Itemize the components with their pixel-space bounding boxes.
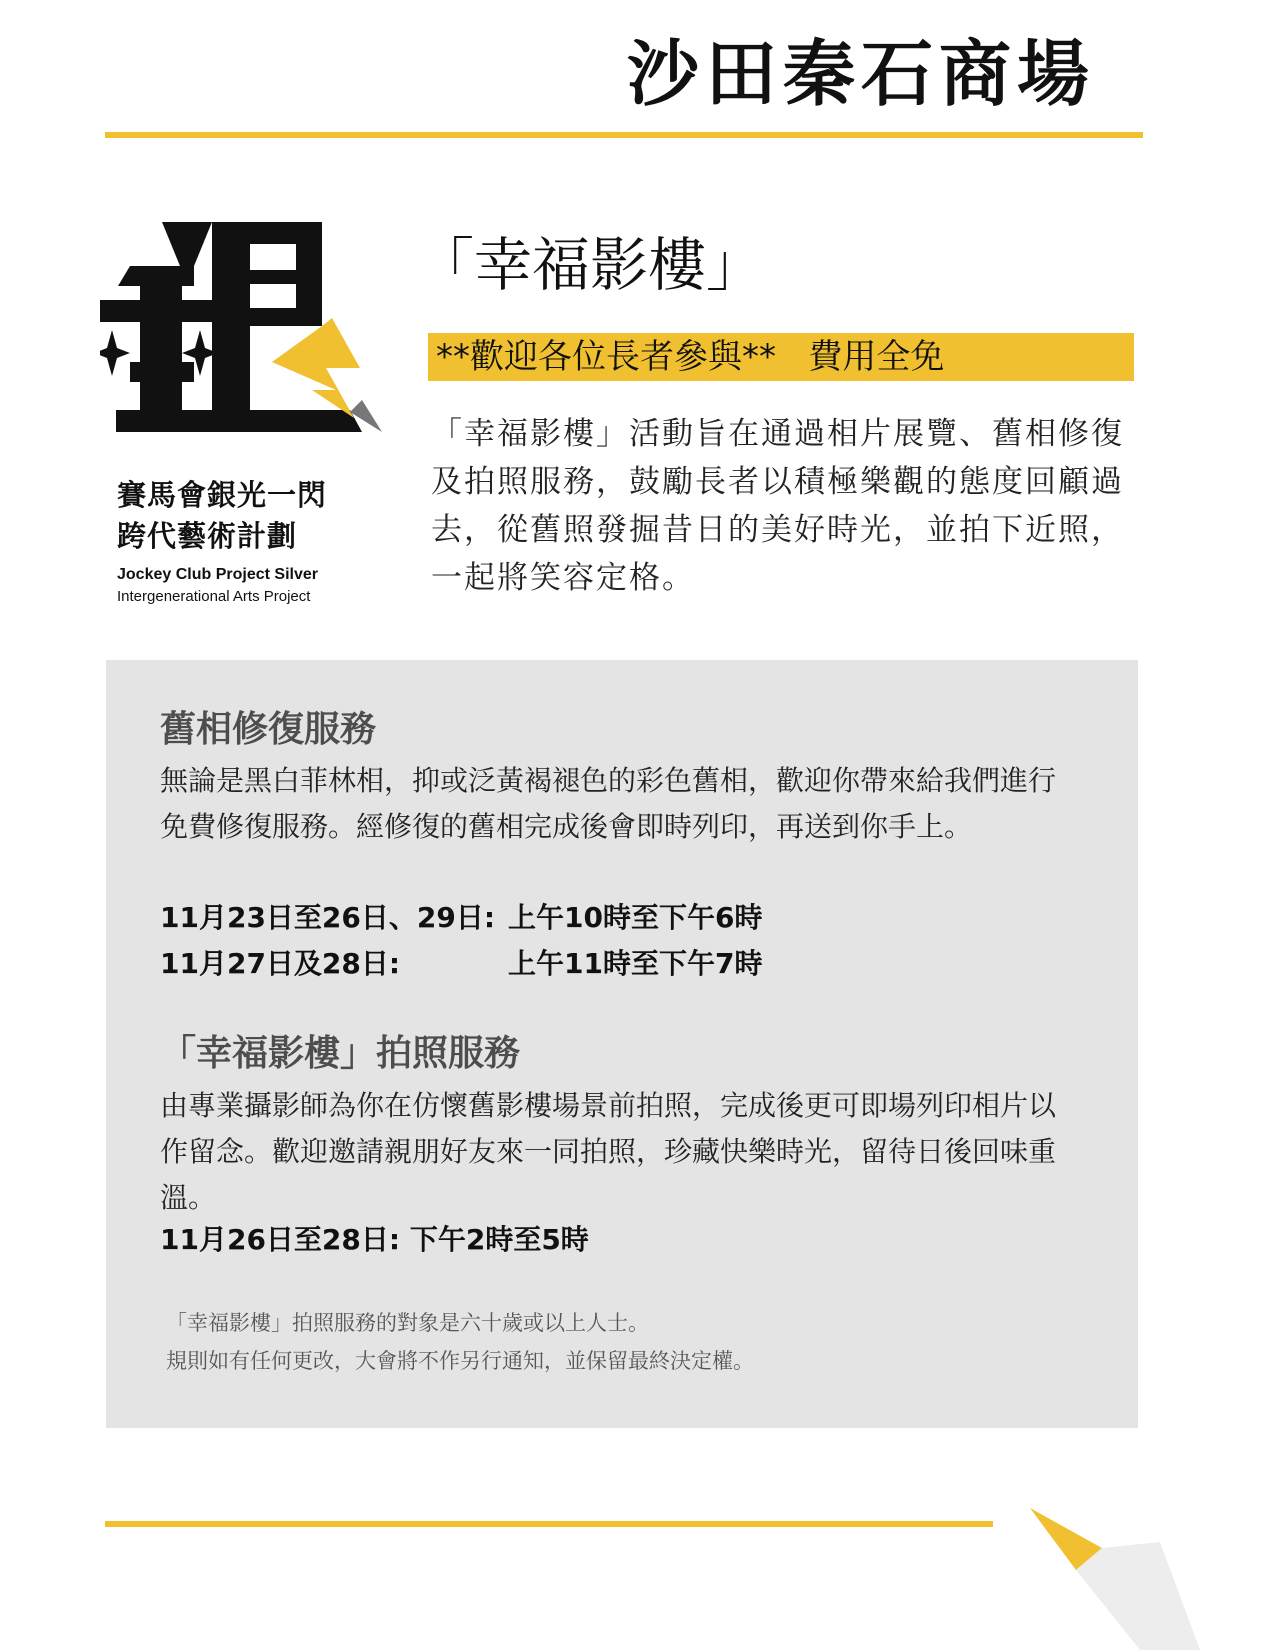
restoration-schedule-time-1: 上午10時至下午6時 (508, 901, 763, 934)
event-title: 「幸福影樓」 (416, 231, 765, 299)
restoration-schedule-date-2: 11月27日及28日: (160, 947, 401, 980)
top-divider (105, 132, 1143, 138)
logo-name-english-line-1: Jockey Club Project Silver (117, 566, 318, 583)
event-intro: 「幸福影樓」活動旨在通過相片展覽、舊相修復及拍照服務，鼓勵長者以積極樂觀的態度回顧過去，從舊照發掘昔日的美好時光，並拍下近照，一起將笑容定格。 (431, 416, 1124, 596)
pencil-tip-icon (1020, 1508, 1275, 1650)
logo-name-english-line-2: Intergenerational Arts Project (117, 588, 311, 605)
eligibility-note: 「幸福影樓」拍照服務的對象是六十歲或以上人士。 (166, 1311, 649, 1335)
restoration-schedule-date-1: 11月23日至26日、29日: (160, 901, 496, 934)
disclaimer-note: 規則如有任何更改，大會將不作另行通知，並保留最終決定權。 (166, 1349, 754, 1373)
photo-schedule: 11月26日至28日: 下午2時至5時 (160, 1223, 589, 1256)
logo-name-chinese-line-1: 賽馬會銀光一閃 (117, 478, 328, 512)
bottom-divider (105, 1521, 993, 1527)
venue-title: 沙田秦石商場 (626, 32, 1095, 116)
logo-name-chinese-line-2: 跨代藝術計劃 (117, 519, 298, 553)
photo-description: 由專業攝影師為你在仿懷舊影樓場景前拍照，完成後更可即場列印相片以作留念。歡迎邀請親朋好友來一同拍照，珍藏快樂時光，留待日後回味重溫。 (160, 1089, 1057, 1214)
photo-section-title: 「幸福影樓」拍照服務 (160, 1033, 521, 1074)
welcome-banner-text: **歡迎各位長者參與** 費用全免 (436, 337, 945, 377)
project-silver-logo-mark (100, 222, 410, 462)
restoration-section-title: 舊相修復服務 (160, 709, 377, 750)
restoration-description: 無論是黑白菲林相，抑或泛黃褐褪色的彩色舊相，歡迎你帶來給我們進行免費修復服務。經修復的舊相完成後會即時列印，再送到你手上。 (160, 764, 1057, 843)
restoration-schedule-time-2: 上午11時至下午7時 (508, 947, 763, 980)
